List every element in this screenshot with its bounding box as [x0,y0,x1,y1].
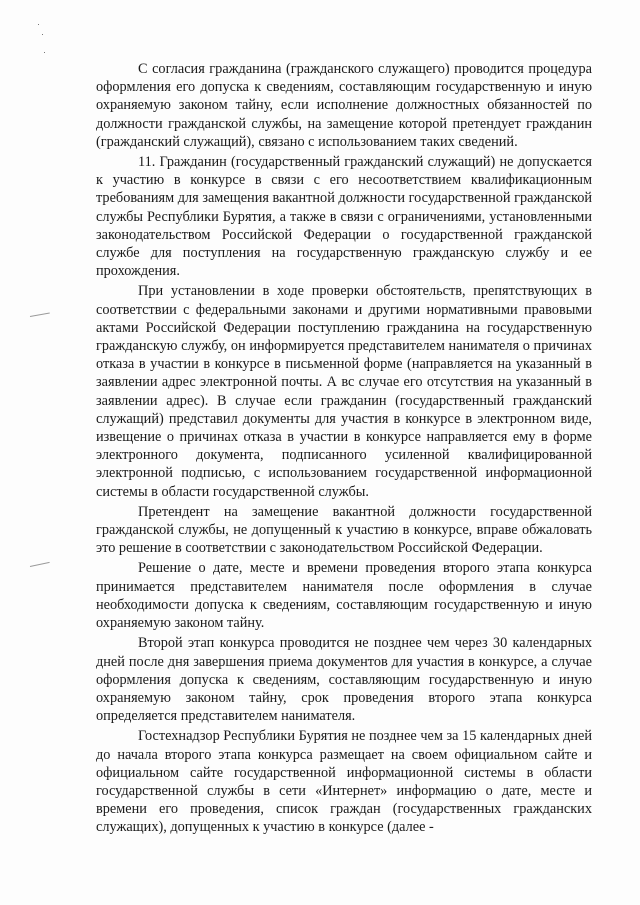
paragraph-refusal-notification: При установлении в ходе проверки обстоятельств, препятствующих в соответствии с федеральными законами и другими нормативными правовыми актами Российской Федерации поступлению гражданина на государственную гражданскую службу, он информируется представителем нанимателя о причинах отказа в участии в конкурсе в письменной форме (направляется на указанный в заявлении адрес электронной почты. А вс случае его отсутствия на указанный в заявлении адрес). В случае если гражданин (государственный гражданский служащий) представил документы для участия в конкурсе в электронном виде, извещение о причинах отказа в участии в конкурсе направляется ему в форме электронного документа, подписанного усиленной квалифицированной электронной подписью, с использованием государственной информационной системы в области государственной службы. [96,283,592,500]
margin-pencil-mark [30,562,50,567]
paragraph-second-stage-decision: Решение о дате, месте и времени проведения второго этапа конкурса принимается представителем нанимателя после оформления в случае необходимости допуска к сведениям, составляющим государственную и иную охраняемую законом тайну. [96,560,592,632]
scan-speck [38,24,39,25]
paragraph-item-11-not-admitted: 11. Гражданин (государственный гражданский служащий) не допускается к участию в конкурсе в связи с его несоответствием квалификационным требованиям для замещения вакантной должности государственной гражданской службы Республики Бурятия, а также в связи с ограничениями, установленными законодательством Российской Федерации о государственной гражданской службе для поступления на государственную гражданскую службу и ее прохождения. [96,154,592,280]
margin-pencil-mark [30,313,50,317]
paragraph-publication-notice: Гостехнадзор Республики Бурятия не позднее чем за 15 календарных дней до начала второго этапа конкурса размещает на своем официальном сайте и официальном сайте государственной информационной системы в области государственной службы в сети «Интернет» информацию о дате, месте и времени его проведения, список граждан (государственных гражданских служащих), допущенных к участию в конкурсе (далее - [96,728,592,836]
document-body [96,60,592,839]
scan-speck [44,52,45,53]
paragraph-second-stage-deadline: Второй этап конкурса проводится не позднее чем через 30 календарных дней после дня завершения приема документов для участия в конкурсе, а случае оформления допуска к сведениям, составляющим государственную и иную охраняемую законом тайну, срок проведения второго этапа конкурса определяется представителем нанимателя. [96,635,592,725]
paragraph-consent-clearance: С согласия гражданина (гражданского служащего) проводится процедура оформления его допуска к сведениям, составляющим государственную и иную охраняемую законом тайну, если исполнение должностных обязанностей по должности гражданской службы, на замещение которой претендует гражданин (гражданский служащий), связано с использованием таких сведений. [96,61,592,150]
paragraph-appeal-right: Претендент на замещение вакантной должности государственной гражданской службы, не допущенный к участию в конкурсе, вправе обжаловать это решение в соответствии с законодательством Российской Федерации. [96,503,592,557]
scan-speck [42,34,43,35]
